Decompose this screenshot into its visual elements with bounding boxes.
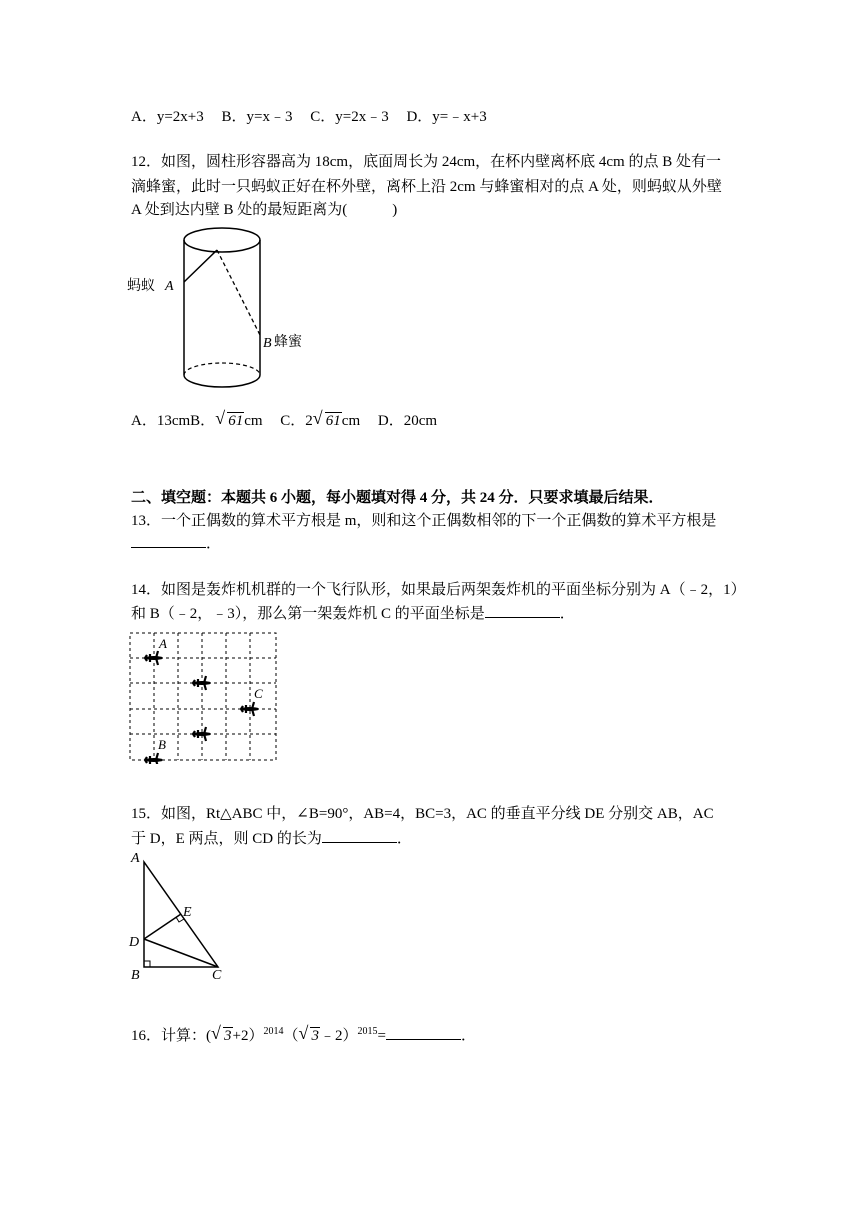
q12-option-c-suffix: cm (341, 413, 361, 429)
answer-blank (322, 830, 397, 843)
q13-end: ． (206, 536, 222, 552)
q15-text: 于 D，E 两点，则 CD 的长为 (131, 831, 322, 847)
q16-eq: = (377, 1028, 386, 1044)
q16-end: ． (460, 1028, 476, 1044)
q11-option-a: A．y=2x+3 (131, 109, 204, 125)
label-c: C (254, 686, 263, 701)
q16-exp1: 2014 (263, 1026, 284, 1037)
q12-options (131, 410, 437, 432)
sqrt-symbol (313, 410, 342, 432)
sqrt-symbol (211, 1025, 233, 1047)
answer-blank (131, 535, 206, 548)
q12-line1: 12．如图，圆柱形容器高为 18cm，底面周长为 24cm，在杯内壁离杯底 4cm 的点 B 处有一 (131, 154, 721, 170)
formation-grid-figure (129, 632, 279, 764)
q16-exp2: 2015 (357, 1026, 378, 1037)
q16-radicand2: 3 (311, 1028, 319, 1044)
q12-option-b-suffix: cm (244, 413, 263, 429)
label-ant: 蚂蚁 (127, 279, 155, 294)
q13-line2 (131, 533, 221, 555)
label-c: C (212, 968, 222, 982)
answer-blank (485, 605, 560, 618)
q16-mid1: +2） (232, 1028, 264, 1044)
label-a: A (131, 851, 140, 866)
q16-radicand1: 3 (224, 1028, 232, 1044)
q12-option-b-radicand: 61 (228, 413, 244, 429)
q15-end: ． (396, 831, 412, 847)
q12-option-c-radicand: 61 (325, 413, 341, 429)
q12-option-a: A．13cm (131, 413, 191, 429)
label-honey: 蜂蜜 (274, 335, 302, 350)
cylinder-top-ellipse (184, 228, 260, 252)
q14-line1: 14．如图是轰炸机机群的一个飞行队形，如果最后两架轰炸机的平面坐标分别为 A（﹣2，1） (131, 582, 746, 598)
label-point-a: A (165, 279, 174, 294)
q11-option-d: D．y=﹣x+3 (406, 109, 487, 125)
q11-options (131, 106, 487, 128)
label-a: A (159, 636, 167, 651)
label-b: B (131, 968, 140, 982)
q13-line1: 13．一个正偶数的算术平方根是 m，则和这个正偶数相邻的下一个正偶数的算术平方根是 (131, 513, 717, 529)
label-point-b: B (263, 336, 272, 351)
segment-dc (144, 939, 218, 967)
q11-option-c: C．y=2x﹣3 (310, 109, 389, 125)
q16-line (131, 1021, 476, 1047)
q12-line2: 滴蜂蜜，此时一只蚂蚁正好在杯外壁，离杯上沿 2cm 与蜂蜜相对的点 A 处，则蚂蚁从外壁 (131, 179, 722, 195)
q12-option-b-prefix: B． (190, 413, 216, 429)
answer-blank (386, 1027, 461, 1040)
segment-de (144, 914, 181, 939)
q14-end: ． (559, 606, 575, 622)
sqrt-symbol (298, 1025, 320, 1047)
cylinder-bottom-back (184, 363, 260, 375)
q14-text: 和 B（﹣2，﹣3），那么第一架轰炸机 C 的平面坐标是 (131, 606, 485, 622)
q16-prefix: 16．计算：( (131, 1028, 211, 1044)
cylinder-bottom-front (184, 375, 260, 387)
q16-open2: （ (283, 1028, 299, 1044)
q12-option-d: D．20cm (377, 413, 438, 429)
q15-line1: 15．如图，Rt△ABC 中，∠B=90°，AB=4，BC=3，AC 的垂直平分线 DE 分别交 AB，AC (131, 806, 714, 822)
label-e: E (183, 905, 192, 920)
q15-line2 (131, 828, 412, 850)
right-angle-mark-b (144, 961, 150, 967)
sqrt-symbol (215, 410, 244, 432)
label-b: B (158, 737, 166, 752)
path-solid-segment (184, 250, 217, 282)
q14-line2 (131, 603, 575, 625)
cylinder-figure (125, 222, 325, 394)
label-d: D (129, 935, 140, 950)
q16-mid2: ﹣2） (319, 1028, 358, 1044)
triangle-figure (126, 848, 236, 982)
section-heading: 二、填空题：本题共 6 小题，每小题填对得 4 分，共 24 分．只要求填最后结果． (131, 490, 664, 506)
q12-option-c-prefix: C．2 (280, 413, 313, 429)
q11-option-b: B．y=x﹣3 (221, 109, 293, 125)
q12-line3: A 处到达内壁 B 处的最短距离为( ) (131, 202, 398, 218)
path-dashed-segment (217, 250, 260, 335)
